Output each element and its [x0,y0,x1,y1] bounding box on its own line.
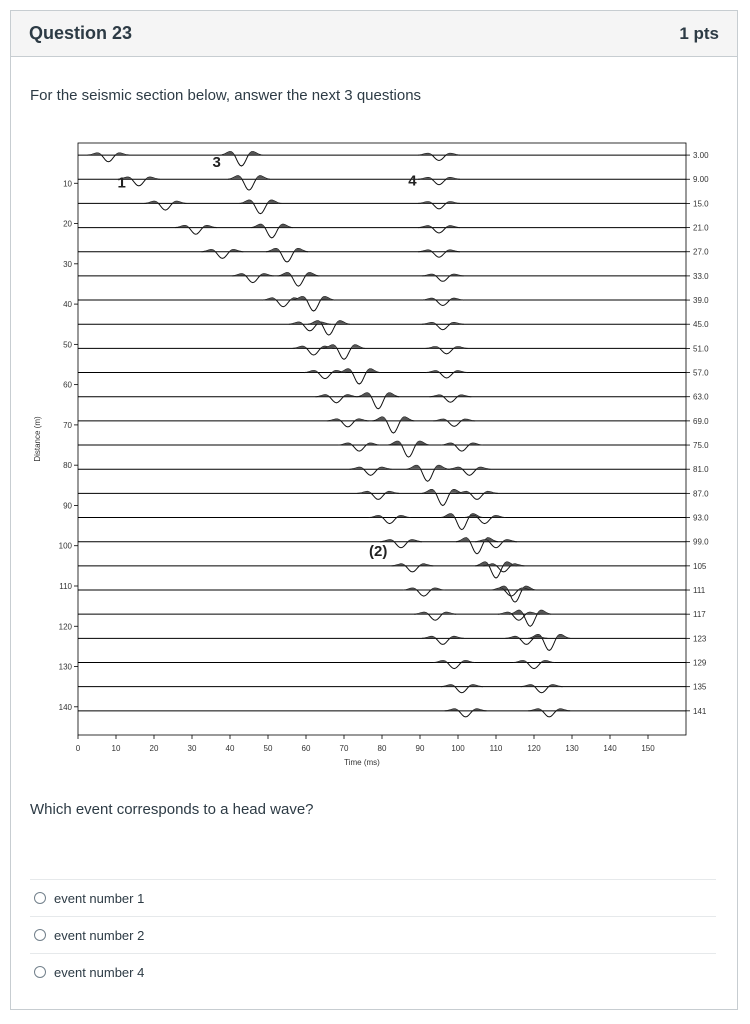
y-tick-label: 50 [63,340,72,350]
answer-label: event number 2 [54,927,145,943]
x-tick-label: 20 [149,744,159,753]
radio-button[interactable] [34,929,46,941]
event-label-1: 1 [117,174,126,192]
trace-label: 69.0 [693,416,709,426]
y-tick-label: 40 [63,300,72,310]
trace-label: 87.0 [693,489,709,499]
trace-label: 63.0 [693,392,709,402]
trace-label: 123 [693,634,707,644]
question-intro: For the seismic section below, answer the next 3 questions [30,87,422,104]
trace-label: 81.0 [693,465,709,475]
question-points: 1 pts [679,23,719,43]
radio-button[interactable] [34,892,46,904]
answer-list [30,879,716,990]
seismic-section-chart [26,123,726,773]
question-prompt: Which event corresponds to a head wave? [30,801,314,818]
answer-label: event number 4 [54,964,145,980]
trace-label: 105 [693,561,707,571]
y-tick-label: 120 [58,622,72,632]
answer-option-2[interactable] [30,916,716,953]
trace-label: 3.00 [693,151,709,161]
question-title: Question 23 [29,23,133,43]
trace-label: 75.0 [693,441,709,451]
y-tick-label: 20 [63,219,72,229]
trace-label: 45.0 [693,320,709,330]
y-tick-label: 90 [63,501,72,511]
answer-label: event number 1 [54,890,145,906]
x-tick-label: 110 [489,744,503,753]
trace-label: 99.0 [693,537,709,547]
trace-label: 33.0 [693,271,709,281]
y-tick-label: 30 [63,259,72,269]
trace-label: 9.00 [693,175,709,185]
answer-option-3[interactable] [30,953,716,990]
radio-button[interactable] [34,966,46,978]
x-tick-label: 60 [301,744,311,753]
event-label-3: 3 [212,154,221,172]
trace-label: 39.0 [693,296,709,306]
trace-label: 141 [693,706,707,716]
x-tick-label: 130 [565,744,579,753]
event-label-2: (2) [369,542,388,560]
trace-label: 21.0 [693,223,709,233]
x-tick-label: 50 [263,744,273,753]
y-axis-label: Distance (m) [33,416,42,462]
trace-label: 51.0 [693,344,709,354]
plot-frame [78,143,686,735]
trace-label: 135 [693,682,707,692]
y-tick-label: 80 [63,461,72,471]
trace-label: 57.0 [693,368,709,378]
event-label-4: 4 [408,172,417,190]
trace-label: 129 [693,658,707,668]
y-tick-label: 140 [58,702,72,712]
x-axis-label: Time (ms) [344,758,380,767]
trace-label: 93.0 [693,513,709,523]
y-tick-label: 60 [63,380,72,390]
x-tick-label: 40 [225,744,235,753]
x-tick-label: 100 [451,744,465,753]
x-tick-label: 140 [603,744,617,753]
trace-label: 27.0 [693,247,709,257]
trace-label: 117 [693,610,706,620]
y-tick-label: 110 [59,581,72,591]
x-tick-label: 70 [339,744,349,753]
x-tick-label: 0 [75,744,81,753]
y-tick-label: 70 [63,420,72,430]
trace-label: 15.0 [693,199,709,209]
y-tick-label: 130 [58,662,72,672]
x-tick-label: 10 [111,744,121,753]
answer-option-1[interactable] [30,879,716,916]
x-tick-label: 30 [187,744,197,753]
y-tick-label: 10 [63,179,72,189]
question-card [10,10,738,1010]
seismic-section-figure [26,123,726,773]
trace-label: 111 [693,586,706,596]
x-tick-label: 80 [377,744,387,753]
x-tick-label: 90 [415,744,425,753]
y-tick-label: 100 [58,541,72,551]
question-header [11,11,737,57]
x-tick-label: 150 [641,744,655,753]
x-tick-label: 120 [527,744,541,753]
